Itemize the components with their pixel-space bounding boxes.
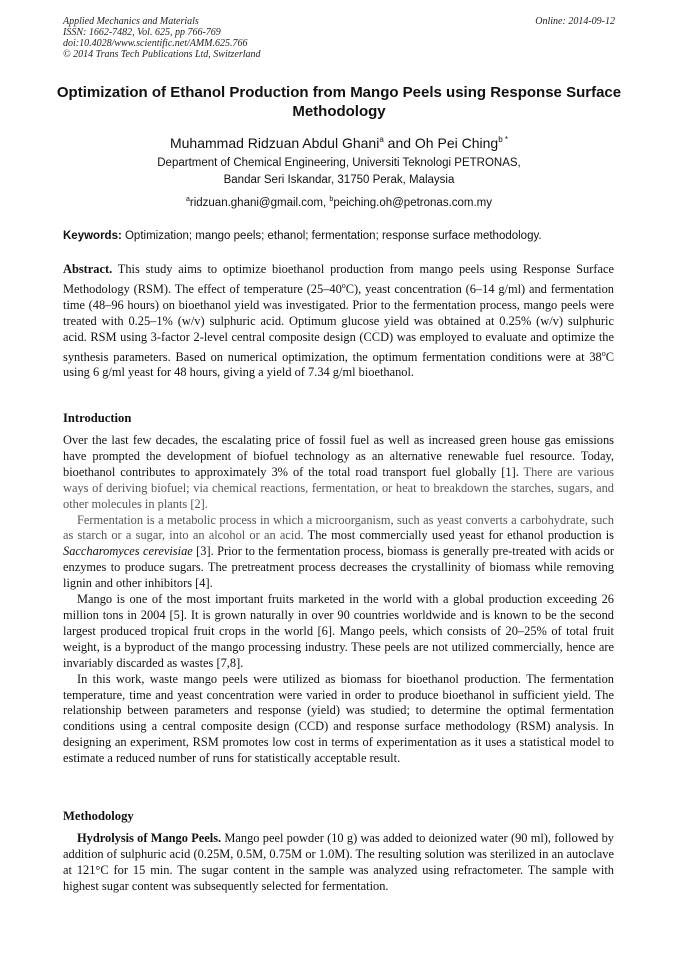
- copyright-line: © 2014 Trans Tech Publications Ltd, Switzerland: [63, 49, 261, 60]
- intro-paragraph-1: [63, 433, 614, 513]
- journal-header: [63, 16, 615, 60]
- email-b[interactable]: peiching.oh@petronas.com.my: [333, 197, 493, 209]
- doi-line[interactable]: doi:10.4028/www.scientific.net/AMM.625.766: [63, 38, 248, 49]
- issn-line: ISSN: 1662-7482, Vol. 625, pp 766-769: [63, 27, 221, 38]
- affiliation: [40, 155, 638, 189]
- author-2-affil-mark: b *: [498, 135, 508, 144]
- degree-mark-2: o: [601, 348, 606, 358]
- abstract-text-2: C), yeast concentration (6–14 g/ml) and fermentation time (48–96 hours) on bioethanol yield was investigated. Prior to the fermentation process, mango peels were treated with 0.25–1% (w/v) sulphuric acid. Optimum glucose yield was obtained at 0.25% (w/v) sulphuric acid. RSM using 3-factor 2-level central composite design (CCD) was employed to evaluate and optimize the synthesis parameters. Based on numerical optimization, the optimum fermentation conditions were at 38: [63, 281, 614, 364]
- intro-paragraph-3: Mango is one of the most important fruits marketed in the world with a global production exceeding 26 million tons in 2004 [5]. It is grown naturally in over 90 countries worldwide and is known to be the second largest produced tropical fruit crops in the world [6]. Mango peels, which consists of 20–25% of total fruit weight, is a byproduct of the mango processing industry. These peels are not utilized commercially, hence are invariably discarded as wastes [7,8].: [63, 592, 614, 670]
- intro-paragraph-2: [63, 513, 614, 593]
- paper-title: Optimization of Ethanol Production from Mango Peels using Response Surface Methodology: [56, 84, 622, 120]
- intro-p1-text: Over the last few decades, the escalating price of fossil fuel as well as increased green house gas emissions have prompted the development of biofuel technology as an alternative renewable fuel resource. Today, bioethanol contributes to approximately 3% of the total road transport fuel globally [1].: [63, 433, 614, 479]
- methodology-body: [63, 831, 614, 895]
- author-connector: and: [383, 135, 415, 151]
- species-name: Saccharomyces cerevisiae: [63, 544, 193, 559]
- introduction-body: [63, 433, 614, 767]
- hydrolysis-subheading: Hydrolysis of Mango Peels.: [77, 831, 222, 845]
- abstract-text-1: This study aims to optimize bioethanol production from mango peels using Response Surface Methodology (RSM). The effect of temperature (25–40: [63, 262, 614, 296]
- keywords-text: Optimization; mango peels; ethanol; fermentation; response surface methodology.: [121, 230, 542, 242]
- intro-p2-text-2: The most commercially used yeast for ethanol production is: [303, 528, 615, 543]
- author-2: Oh Pei Ching: [414, 135, 499, 151]
- keywords: [63, 229, 623, 244]
- abstract: [63, 262, 614, 381]
- author-line: [40, 131, 638, 152]
- degree-mark-1: o: [341, 280, 346, 290]
- methodology-heading: Methodology: [63, 809, 134, 823]
- introduction-heading: Introduction: [63, 411, 132, 425]
- author-1-affil-mark: a: [379, 135, 384, 144]
- affiliation-line-1: Department of Chemical Engineering, Universiti Teknologi PETRONAS,: [157, 157, 521, 169]
- email-b-mark: b: [329, 196, 334, 203]
- email-a-mark: a: [185, 196, 190, 203]
- methodology-paragraph-1: [63, 831, 614, 895]
- journal-name: Applied Mechanics and Materials: [63, 16, 199, 27]
- email-a[interactable]: ridzuan.ghani@gmail.com,: [189, 197, 330, 209]
- abstract-text-3: C using 6 g/ml yeast for 48 hours, giving a yield of 7.34 g/ml bioethanol.: [63, 349, 614, 380]
- intro-p2-text-3: [3]. Prior to the fermentation process, biomass is generally pre-treated with acids or enzymes to produce sugars. The pretreatment process decreases the crystallinity of biomass while removing lignin and other inhibitors [4].: [63, 544, 614, 591]
- intro-p2-text: Fermentation is a metabolic process in which a microorganism, such as yeast converts a carbohydrate, such as starch or a sugar, into an alcohol or an acid.: [63, 512, 614, 543]
- online-date: Online: 2014-09-12: [535, 16, 615, 27]
- intro-p1-text-2: There are various ways of deriving biofuel; via chemical reactions, fermentation, or heat to breakdown the starches, sugars, and other molecules in plants [2].: [63, 464, 614, 511]
- abstract-label: Abstract.: [63, 262, 113, 276]
- affiliation-line-2: Bandar Seri Iskandar, 31750 Perak, Malaysia: [223, 174, 455, 186]
- author-emails: [40, 191, 638, 212]
- keywords-label: Keywords:: [63, 230, 122, 242]
- methodology-p1-text: Mango peel powder (10 g) was added to deionized water (90 ml), followed by addition of sulphuric acid (0.25M, 0.5M, 0.75M or 1.0M). The resulting solution was sterilized in an autoclave at 121°C for 15 min. The sugar content in the sample was analyzed using refractometer. The sample with highest sugar content was subsequently selected for fermentation.: [63, 831, 614, 893]
- author-1: Muhammad Ridzuan Abdul Ghani: [169, 135, 380, 151]
- intro-paragraph-4: In this work, waste mango peels were utilized as biomass for bioethanol production. The fermentation temperature, time and yeast concentration were varied in order to produce bioethanol in sufficient yield. The relationship between parameters and response (yield) was studied; to determine the optimal fermentation conditions using a central composite design (CCD) and response surface methodology (RSM) analysis. In designing an experiment, RSM promotes low cost in terms of experimentation as it uses a statistical model to estimate a reduced number of runs for statistically acceptable result.: [63, 671, 614, 766]
